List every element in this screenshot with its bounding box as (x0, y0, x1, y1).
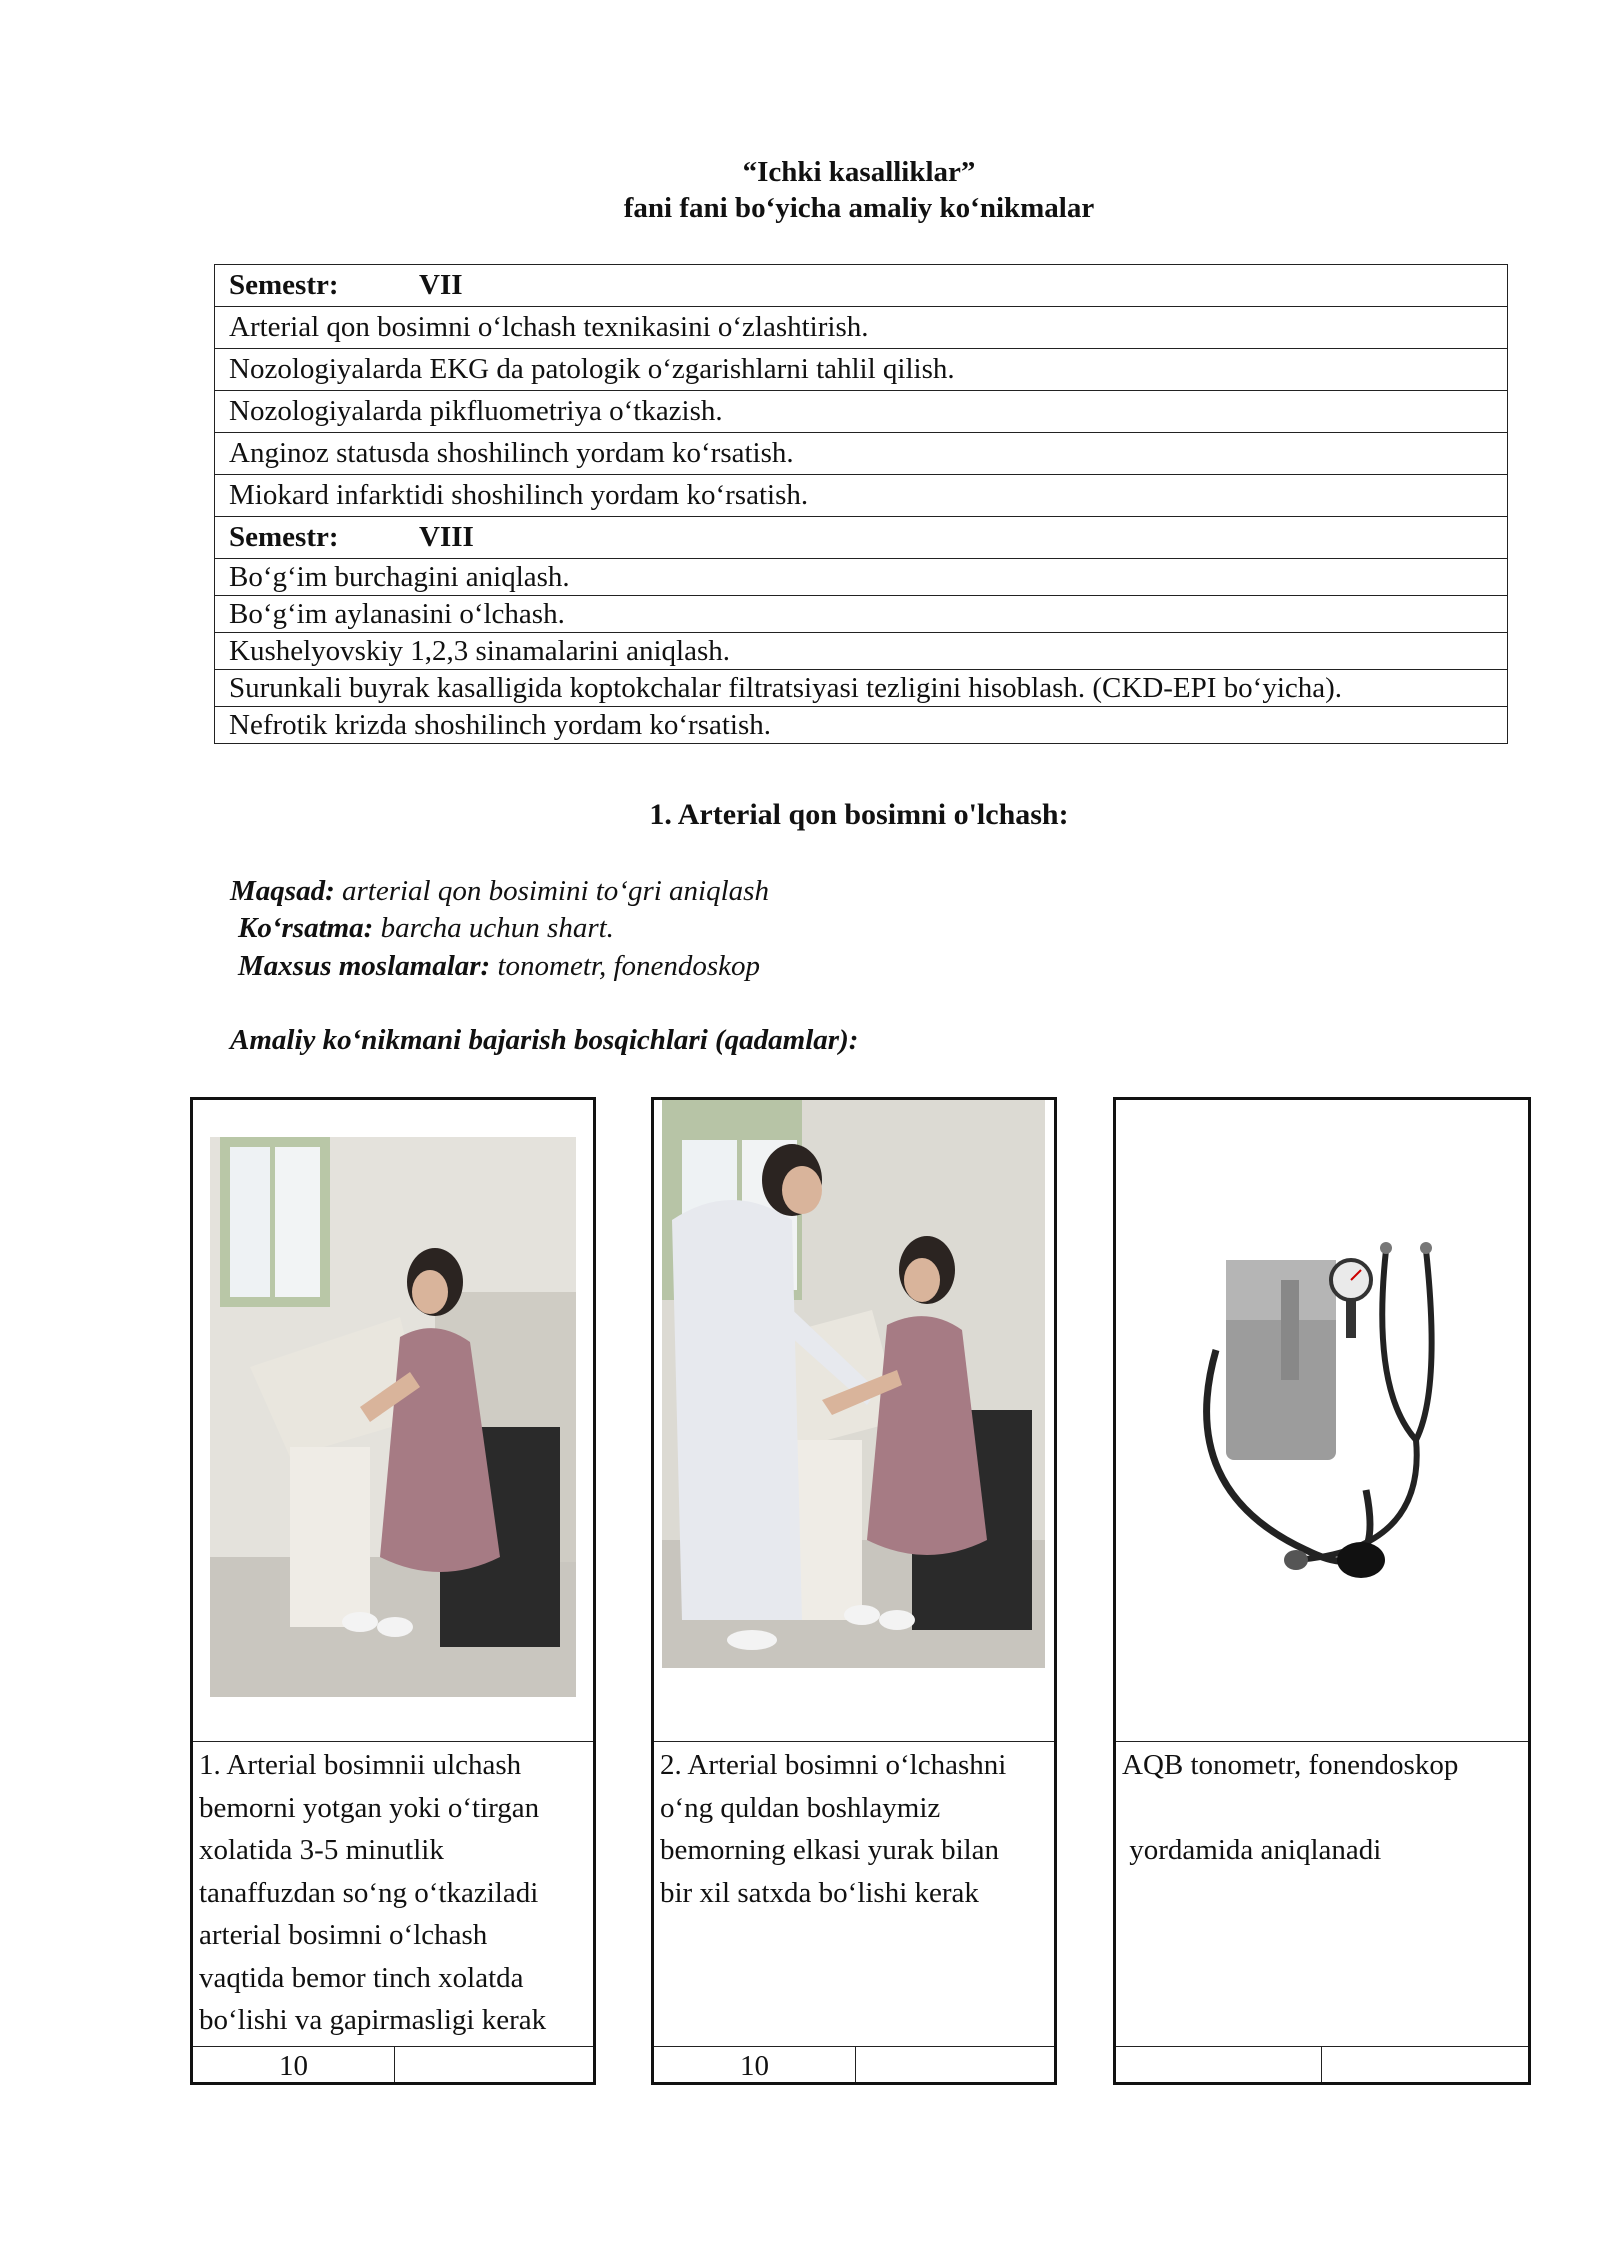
semester-label: Semestr: (229, 269, 339, 301)
goal-text: arterial qon bosimini to‘gri aniqlash (334, 875, 769, 907)
score-row (193, 2047, 593, 2082)
step-description (193, 1741, 593, 2047)
skill-row (215, 596, 1508, 633)
semester-value: VIII (419, 521, 474, 553)
step-card (651, 1097, 1057, 2085)
patient-seated-photo (210, 1137, 576, 1697)
goal-label: Maqsad: (230, 875, 335, 907)
skill-row (215, 633, 1508, 670)
step-line: bo‘lishi va gapirmasligi kerak (199, 2004, 547, 2036)
score-cell: 10 (193, 2047, 395, 2082)
step-line: 1. Arterial bosimnii ulchash (199, 1749, 522, 1781)
step-line: o‘ng quldan boshlaymiz (660, 1791, 941, 1824)
skill-row (215, 307, 1508, 349)
goal-line (230, 873, 769, 910)
step-line: bemorni yotgan yoki o‘tirgan (199, 1791, 540, 1824)
skill-cell: Miokard infarktidi shoshilinch yordam ko‘rsatish. (215, 475, 1508, 517)
indication-label: Ko‘rsatma: (238, 912, 374, 944)
score-cell-empty (395, 2047, 593, 2082)
step-description (1116, 1741, 1528, 2047)
semester-value: VII (419, 269, 463, 301)
score-row (654, 2047, 1054, 2082)
step-line: tanaffuzdan so‘ng o‘tkaziladi (199, 1876, 539, 1909)
score-cell (1116, 2047, 1322, 2082)
skill-row (215, 559, 1508, 596)
tonometer-stethoscope-image (1186, 1230, 1476, 1610)
score-cell-empty (856, 2047, 1054, 2082)
skill-cell: Nozologiyalarda pikfluometriya o‘tkazish. (215, 391, 1508, 433)
nurse-positioning-arm-photo (662, 1100, 1045, 1668)
step-description (654, 1741, 1054, 2047)
score-cell-empty (1322, 2047, 1528, 2082)
steps-heading: Amaliy ko‘nikmani bajarish bosqichlari (qadamlar): (230, 1024, 859, 1056)
skill-cell: Anginoz statusda shoshilinch yordam ko‘rsatish. (215, 433, 1508, 475)
skill-row (215, 475, 1508, 517)
skill-cell: Nefrotik krizda shoshilinch yordam ko‘rsatish. (215, 707, 1508, 744)
equipment-text: tonometr, fonendoskop (490, 950, 761, 982)
skill-cell: Surunkali buyrak kasalligida koptokchalar filtratsiyasi tezligini hisoblash. (CKD-EPI bo‘yicha). (215, 670, 1508, 707)
step-card (1113, 1097, 1531, 2085)
step-card (190, 1097, 596, 2085)
skill-cell: Bo‘g‘im burchagini aniqlash. (215, 559, 1508, 596)
skill-row (215, 391, 1508, 433)
skills-table (214, 264, 1508, 744)
skill-cell: Bo‘g‘im aylanasini o‘lchash. (215, 596, 1508, 633)
skill-row (215, 670, 1508, 707)
semester-label: Semestr: (229, 521, 339, 553)
section-title: 1. Arterial qon bosimni o'lchash: (649, 798, 1069, 831)
score-cell: 10 (654, 2047, 856, 2082)
document-title: “Ichki kasalliklar” (742, 156, 976, 188)
step-line (1122, 1787, 1522, 1830)
skill-cell: Arterial qon bosimni o‘lchash texnikasini o‘zlashtirish. (215, 307, 1508, 349)
skill-row (215, 433, 1508, 475)
step-line: 2. Arterial bosimni o‘lchashni (660, 1749, 1007, 1781)
skill-cell: Kushelyovskiy 1,2,3 sinamalarini aniqlash. (215, 633, 1508, 670)
step-line: bir xil satxda bo‘lishi kerak (660, 1876, 979, 1909)
indication-text: barcha uchun shart. (373, 912, 614, 944)
equipment-line (238, 948, 760, 985)
step-line: xolatida 3-5 minutlik (199, 1834, 444, 1866)
step-line: vaqtida bemor tinch xolatda (199, 1961, 524, 1994)
skill-row (215, 707, 1508, 744)
step-line: bemorning elkasi yurak bilan (660, 1834, 1000, 1866)
skill-row (215, 349, 1508, 391)
step-line: AQB tonometr, fonendoskop (1122, 1749, 1459, 1781)
document-subtitle: fani fani bo‘yicha amaliy ko‘nikmalar (623, 192, 1095, 224)
indication-line (238, 910, 614, 947)
score-row (1116, 2047, 1528, 2082)
step-line: yordamida aniqlanadi (1122, 1834, 1382, 1866)
equipment-label: Maxsus moslamalar: (238, 950, 491, 982)
semester-row (215, 517, 1508, 559)
semester-row (215, 265, 1508, 307)
skill-cell: Nozologiyalarda EKG da patologik o‘zgarishlarni tahlil qilish. (215, 349, 1508, 391)
step-line: arterial bosimni o‘lchash (199, 1919, 488, 1951)
